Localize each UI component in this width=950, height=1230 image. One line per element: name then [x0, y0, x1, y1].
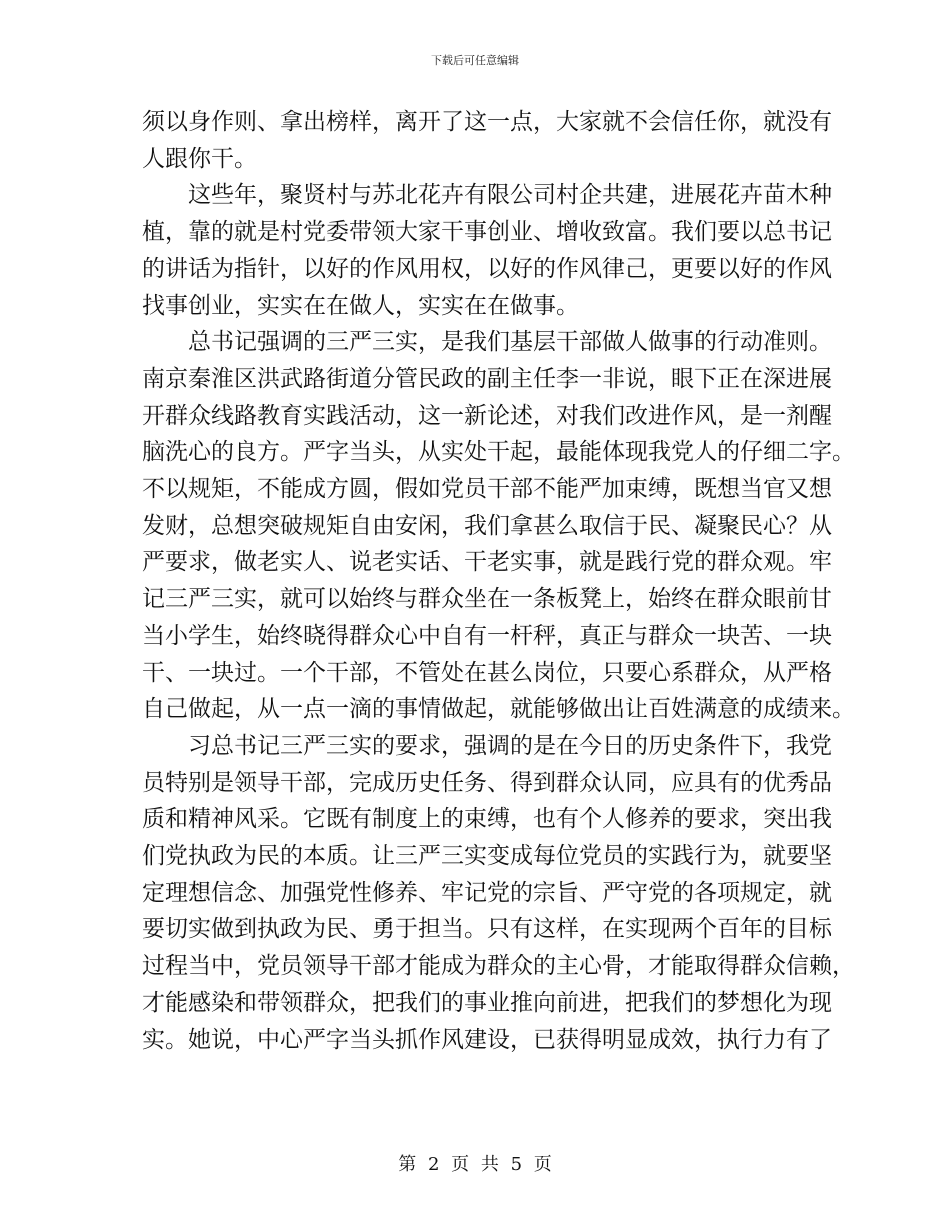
paragraph-line: 植，靠的就是村党委带领大家干事创业、增收致富。我们要以总书记 [142, 219, 832, 246]
paragraph [142, 104, 832, 177]
paragraph-line: 才能感染和带领群众，把我们的事业推向前进，把我们的梦想化为现 [142, 989, 832, 1016]
paragraph-line: 当小学生，始终晓得群众心中自有一杆秤，真正与群众一块苦、一块 [142, 622, 832, 649]
paragraph-line: 实。她说，中心严字当头抓作风建设，已获得明显成效，执行力有了 [142, 1026, 832, 1053]
page-header: 下载后可任意编辑 [431, 54, 519, 67]
paragraph-line: 脑洗心的良方。严字当头，从实处干起，最能体现我党人的仔细二字。 [142, 439, 855, 466]
paragraph-line: 须以身作则、拿出榜样，离开了这一点，大家就不会信任你，就没有 [142, 109, 832, 135]
paragraph-line: 自己做起，从一点一滴的事情做起，就能够做出让百姓满意的成绩来。 [142, 696, 855, 723]
paragraph-line: 开群众线路教育实践活动，这一新论述，对我们改进作风，是一剂醒 [142, 402, 832, 429]
paragraph [142, 177, 832, 324]
paragraph-line: 严要求，做老实人、说老实话、干老实事，就是践行党的群众观。牢 [142, 549, 832, 576]
document-body [142, 104, 855, 1058]
paragraph-line: 不以规矩，不能成方圆，假如党员干部不能严加束缚，既想当官又想 [142, 476, 832, 503]
page-footer: 第 2 页 共 5 页 [398, 1154, 552, 1175]
paragraph-line: 这些年，聚贤村与苏北花卉有限公司村企共建，进展花卉苗木种 [188, 182, 832, 209]
paragraph-line: 发财，总想突破规矩自由安闲，我们拿甚么取信于民、凝聚民心？从 [142, 512, 832, 539]
paragraph-line: 习总书记三严三实的要求，强调的是在今日的历史条件下，我党 [188, 732, 832, 759]
paragraph-line: 们党执政为民的本质。让三严三实变成每位党员的实践行为，就要坚 [142, 843, 832, 870]
paragraph-line: 南京秦淮区洪武路街道分管民政的副主任李一非说，眼下正在深进展 [142, 365, 832, 392]
paragraph-line: 记三严三实，就可以始终与群众坐在一条板凳上，始终在群众眼前甘 [142, 586, 832, 613]
paragraph-line: 定理想信念、加强党性修养、牢记党的宗旨、严守党的各项规定，就 [142, 879, 832, 906]
paragraph [142, 324, 855, 728]
paragraph-line: 要切实做到执政为民、勇于担当。只有这样，在实现两个百年的目标 [142, 916, 832, 943]
paragraph-line: 干、一块过。一个干部，不管处在甚么岗位，只要心系群众，从严格 [142, 659, 832, 686]
paragraph-line: 人跟你干。 [142, 145, 257, 172]
paragraph-line: 员特别是领导干部，完成历史任务、得到群众认同，应具有的优秀品 [142, 769, 832, 796]
paragraph [142, 728, 855, 1058]
paragraph-line: 过程当中，党员领导干部才能成为群众的主心骨，才能取得群众信赖， [142, 953, 855, 980]
paragraph-line: 找事创业，实实在在做人，实实在在做事。 [142, 292, 579, 319]
paragraph-line: 质和精神风采。它既有制度上的束缚，也有个人修养的要求，突出我 [142, 806, 832, 833]
paragraph-line: 总书记强调的三严三实，是我们基层干部做人做事的行动准则。 [188, 329, 832, 356]
paragraph-line: 的讲话为指针，以好的作风用权，以好的作风律己，更要以好的作风 [142, 255, 832, 282]
